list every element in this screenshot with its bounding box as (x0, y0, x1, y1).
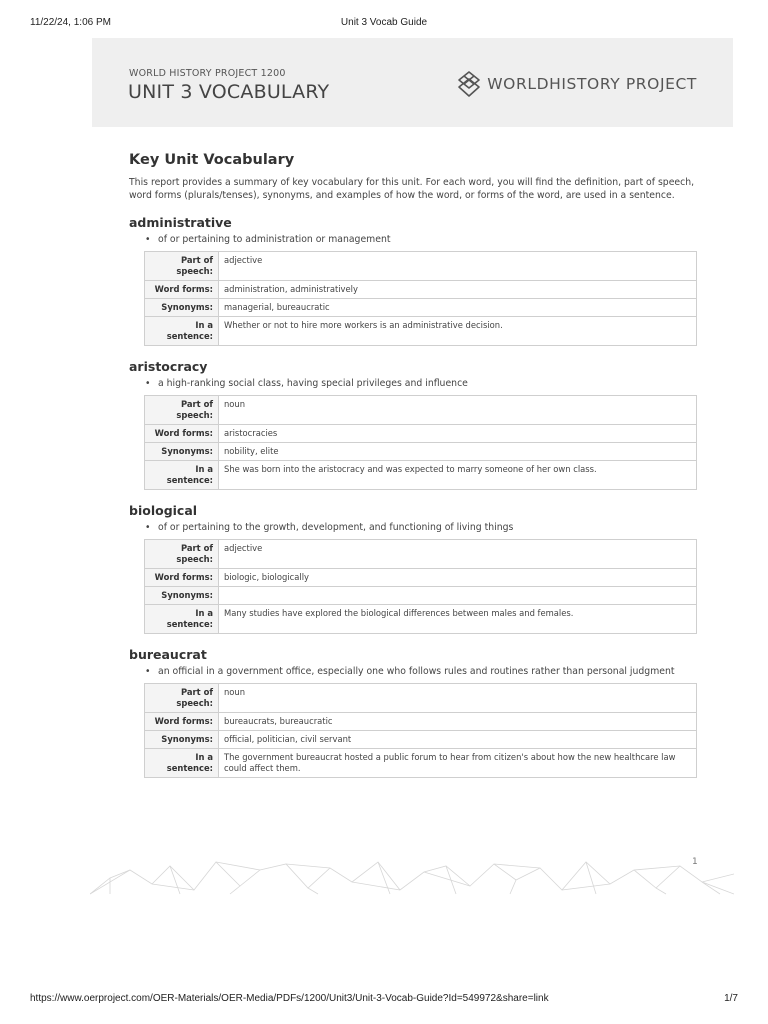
synonyms-value (219, 587, 697, 605)
forms-value: bureaucrats, bureaucratic (219, 713, 697, 731)
section-title: Key Unit Vocabulary (129, 152, 295, 168)
word-entry (129, 215, 699, 346)
synonyms-label: Synonyms: (145, 587, 219, 605)
print-url: https://www.oerproject.com/OER-Materials/OER-Media/PDFs/1200/Unit3/Unit-3-Vocab-Guide?Id=549972&share=link (30, 993, 549, 1004)
print-footer (0, 993, 768, 1007)
brand-name: WORLDHISTORY PROJECT (487, 75, 697, 93)
table-row (145, 443, 697, 461)
forms-value: biologic, biologically (219, 569, 697, 587)
word-term: biological (129, 503, 198, 518)
table-row (145, 281, 697, 299)
word-term: bureaucrat (129, 647, 207, 662)
sentence-value: Many studies have explored the biological differences between males and females. (219, 605, 697, 634)
forms-value: administration, administratively (219, 281, 697, 299)
pos-value: adjective (219, 540, 697, 569)
banner-subtitle: WORLD HISTORY PROJECT 1200 (129, 68, 286, 79)
page-number: 1 (692, 857, 698, 867)
synonyms-label: Synonyms: (145, 299, 219, 317)
print-page-count: 1/7 (724, 993, 738, 1004)
pos-label: Part of speech: (145, 684, 219, 713)
table-row (145, 587, 697, 605)
forms-value: aristocracies (219, 425, 697, 443)
word-entry (129, 647, 699, 778)
table-row (145, 396, 697, 425)
unit-banner (92, 38, 733, 127)
word-entry (129, 503, 699, 634)
definition-text: of or pertaining to administration or management (158, 234, 391, 245)
table-row (145, 461, 697, 490)
sentence-label: In a sentence: (145, 605, 219, 634)
pos-value: noun (219, 684, 697, 713)
word-term: administrative (129, 215, 232, 230)
table-row (145, 425, 697, 443)
forms-label: Word forms: (145, 569, 219, 587)
brand-logo (457, 70, 697, 98)
pos-label: Part of speech: (145, 396, 219, 425)
globe-logo-icon (457, 70, 481, 98)
synonyms-value: managerial, bureaucratic (219, 299, 697, 317)
sentence-value: The government bureaucrat hosted a public forum to hear from citizen's about how the new healthcare law could affect them. (219, 749, 697, 778)
table-row (145, 713, 697, 731)
word-details-table (144, 395, 697, 490)
table-row (145, 299, 697, 317)
synonyms-value: nobility, elite (219, 443, 697, 461)
pos-value: noun (219, 396, 697, 425)
table-row (145, 540, 697, 569)
vocab-content (129, 152, 699, 778)
pos-label: Part of speech: (145, 252, 219, 281)
table-row (145, 317, 697, 346)
table-row (145, 731, 697, 749)
sentence-label: In a sentence: (145, 461, 219, 490)
banner-title: UNIT 3 VOCABULARY (128, 81, 330, 103)
table-row (145, 605, 697, 634)
word-definition (145, 378, 699, 389)
word-details-table (144, 539, 697, 634)
forms-label: Word forms: (145, 425, 219, 443)
word-term: aristocracy (129, 359, 208, 374)
definition-text: an official in a government office, especially one who follows rules and routines rather than personal judgment (158, 666, 675, 677)
word-details-table (144, 683, 697, 778)
word-definition (145, 522, 699, 533)
word-definition (145, 666, 699, 677)
word-definition (145, 234, 699, 245)
print-title: Unit 3 Vocab Guide (340, 17, 428, 28)
sentence-value: She was born into the aristocracy and was expected to marry someone of her own class. (219, 461, 697, 490)
forms-label: Word forms: (145, 713, 219, 731)
sentence-value: Whether or not to hire more workers is an administrative decision. (219, 317, 697, 346)
word-details-table (144, 251, 697, 346)
sentence-label: In a sentence: (145, 749, 219, 778)
table-row (145, 252, 697, 281)
print-datetime: 11/22/24, 1:06 PM (30, 17, 111, 28)
synonyms-label: Synonyms: (145, 731, 219, 749)
table-row (145, 684, 697, 713)
word-entry (129, 359, 699, 490)
bullet-icon: • (145, 234, 151, 245)
print-header (0, 17, 768, 31)
bullet-icon: • (145, 378, 151, 389)
pos-value: adjective (219, 252, 697, 281)
pos-label: Part of speech: (145, 540, 219, 569)
word-list (129, 215, 699, 778)
definition-text: a high-ranking social class, having special privileges and influence (158, 378, 468, 389)
bullet-icon: • (145, 522, 151, 533)
bullet-icon: • (145, 666, 151, 677)
definition-text: of or pertaining to the growth, development, and functioning of living things (158, 522, 514, 533)
table-row (145, 569, 697, 587)
table-row (145, 749, 697, 778)
sentence-label: In a sentence: (145, 317, 219, 346)
forms-label: Word forms: (145, 281, 219, 299)
synonyms-value: official, politician, civil servant (219, 731, 697, 749)
synonyms-label: Synonyms: (145, 443, 219, 461)
footer-decoration (90, 856, 734, 896)
section-intro: This report provides a summary of key vocabulary for this unit. For each word, you will find the definition, part of speech, word forms (plurals/tenses), synonyms, and examples of how the word, or forms of the word, are used in a sentence. (129, 177, 695, 201)
